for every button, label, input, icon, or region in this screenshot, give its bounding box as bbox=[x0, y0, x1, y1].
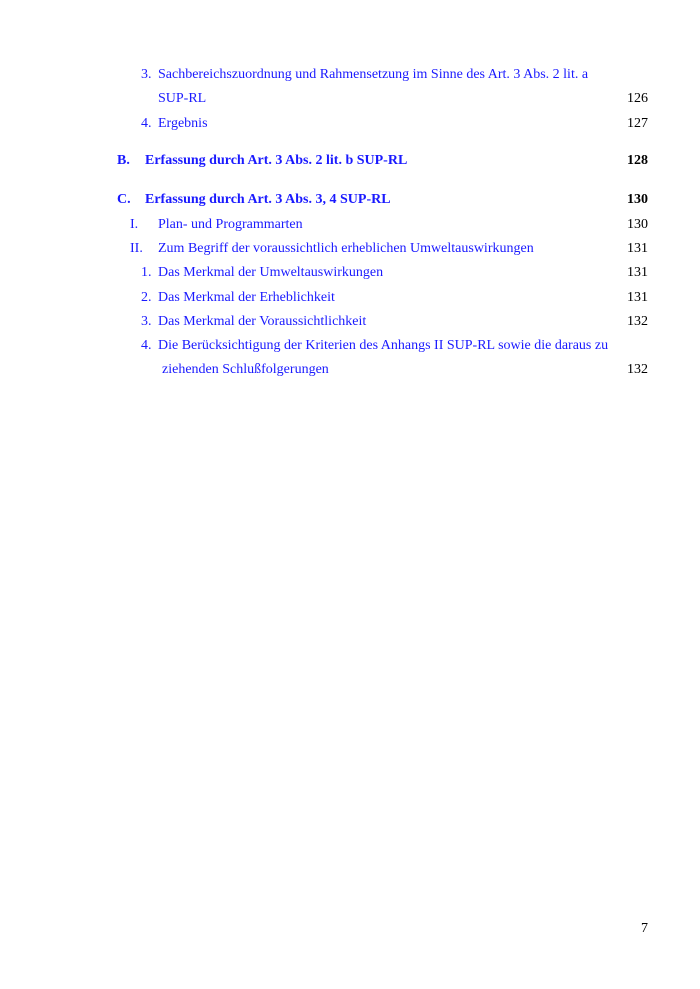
toc-entry-title-continued[interactable]: SUP-RL bbox=[158, 91, 207, 106]
toc-entry-title-continued[interactable]: ziehenden Schlußfolgerungen bbox=[162, 362, 329, 377]
toc-entry-page: 132 bbox=[627, 314, 648, 329]
toc-entry-title[interactable]: Plan- und Programmarten bbox=[158, 217, 303, 232]
toc-section-title[interactable]: Erfassung durch Art. 3 Abs. 2 lit. b SUP-RL bbox=[145, 153, 408, 168]
page-number: 7 bbox=[641, 921, 648, 936]
toc-entry-number[interactable]: 1. bbox=[141, 265, 152, 280]
toc-entry-title[interactable]: Ergebnis bbox=[158, 116, 208, 131]
toc-entry-title[interactable]: Das Merkmal der Voraussichtlichkeit bbox=[158, 314, 367, 329]
toc-entry-number[interactable]: I. bbox=[130, 217, 139, 232]
toc-section-page: 128 bbox=[627, 153, 648, 168]
toc-entry-page: 131 bbox=[627, 265, 648, 280]
toc-section-title[interactable]: Erfassung durch Art. 3 Abs. 3, 4 SUP-RL bbox=[145, 192, 391, 207]
toc-entry-number[interactable]: 3. bbox=[141, 314, 152, 329]
toc-entry-page: 127 bbox=[627, 116, 648, 131]
toc-entry-title[interactable]: Das Merkmal der Erheblichkeit bbox=[158, 290, 335, 305]
toc-section-page: 130 bbox=[627, 192, 648, 207]
toc-entry-number[interactable]: 2. bbox=[141, 290, 152, 305]
toc-entry-number[interactable]: 4. bbox=[141, 116, 152, 131]
toc-entry-page: 132 bbox=[627, 362, 648, 377]
toc-entry-title[interactable]: Sachbereichszuordnung und Rahmensetzung im Sinne des Art. 3 Abs. 2 lit. a bbox=[158, 67, 589, 82]
toc-section-number[interactable]: C. bbox=[117, 192, 131, 207]
toc-entry-number[interactable]: 4. bbox=[141, 338, 152, 353]
toc-entry-page: 126 bbox=[627, 91, 648, 106]
toc-section-number[interactable]: B. bbox=[117, 153, 130, 168]
toc-entry-page: 131 bbox=[627, 290, 648, 305]
toc-entry-number[interactable]: 3. bbox=[141, 67, 152, 82]
toc-entry-number[interactable]: II. bbox=[130, 241, 143, 256]
toc-entry-page: 130 bbox=[627, 217, 648, 232]
toc-entry-title[interactable]: Zum Begriff der voraussichtlich erheblichen Umweltauswirkungen bbox=[158, 241, 534, 256]
toc-entry-title[interactable]: Das Merkmal der Umweltauswirkungen bbox=[158, 265, 384, 280]
toc-entry-title[interactable]: Die Berücksichtigung der Kriterien des Anhangs II SUP-RL sowie die daraus zu bbox=[158, 338, 609, 353]
toc-entry-page: 131 bbox=[627, 241, 648, 256]
